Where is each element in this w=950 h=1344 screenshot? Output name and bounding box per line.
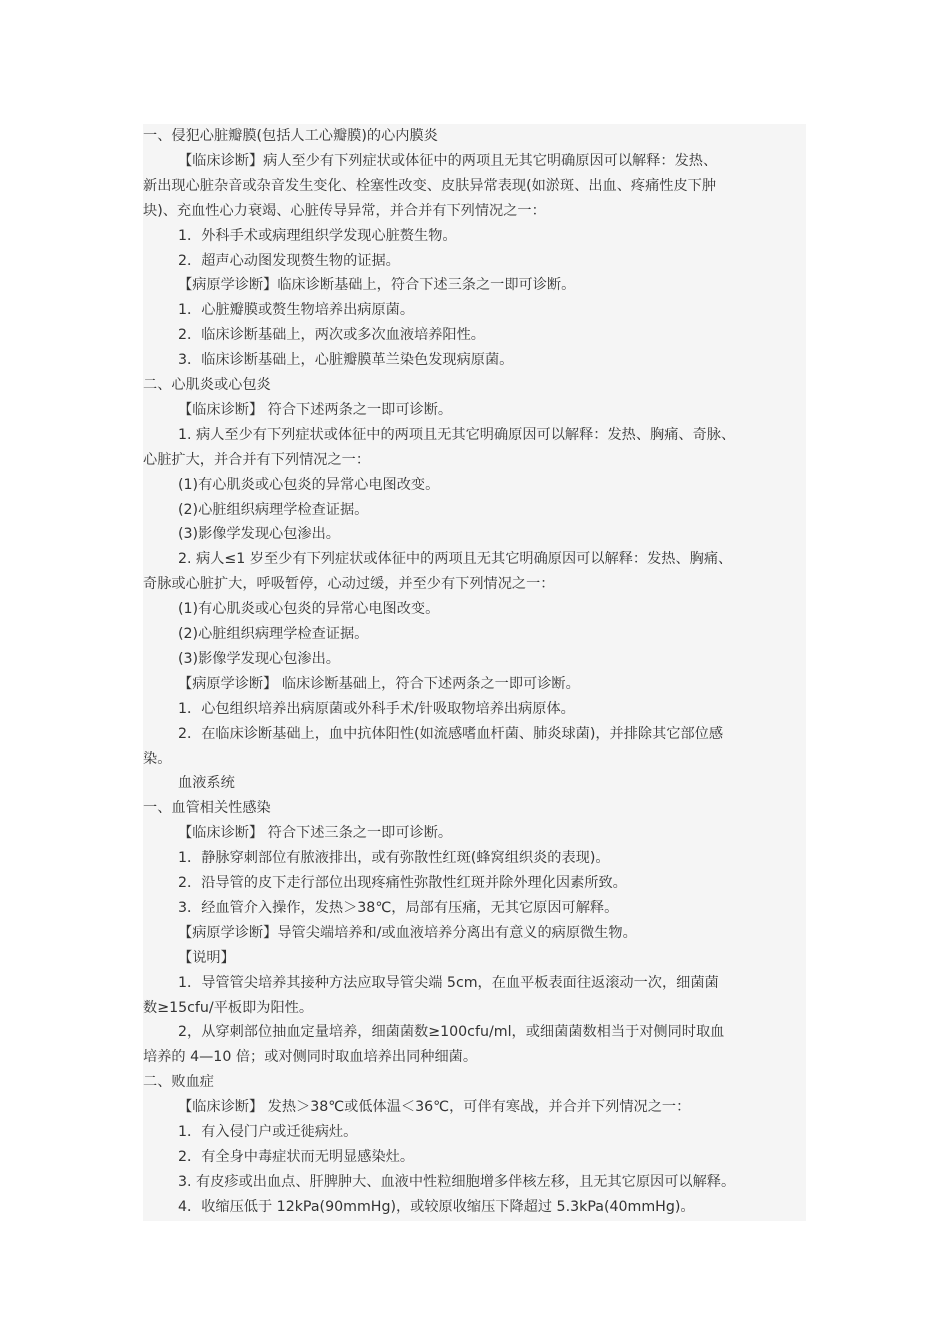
text-line: 3. 有皮疹或出血点、肝脾肿大、血液中性粒细胞增多伴核左移，且无其它原因可以解释。 (178, 1173, 736, 1190)
text-line: 二、心肌炎或心包炎 (143, 377, 271, 393)
text-line: 2．超声心动图发现赘生物的证据。 (178, 252, 400, 269)
text-line: 染。 (143, 750, 172, 767)
text-line: 1．外科手术或病理组织学发现心脏赘生物。 (178, 227, 457, 244)
text-line: (2)心脏组织病理学检查证据。 (178, 501, 369, 518)
text-line: 二、败血症 (143, 1074, 214, 1091)
text-line: 1．静脉穿刺部位有脓液排出，或有弥散性红斑(蜂窝组织炎的表现)。 (178, 850, 610, 867)
text-line: (1)有心肌炎或心包炎的异常心电图改变。 (178, 476, 440, 493)
text-line: 1．导管管尖培养其接种方法应取导管尖端 5cm，在血平板表面往返滚动一次，细菌菌 (178, 974, 719, 991)
text-line: 3．经血管介入操作，发热＞38℃，局部有压痛，无其它原因可解释。 (178, 899, 619, 916)
text-line: 1. 病人至少有下列症状或体征中的两项且无其它明确原因可以解释：发热、胸痛、奇脉、 (178, 426, 736, 443)
text-line: (2)心脏组织病理学检查证据。 (178, 626, 369, 642)
text-line: 一、血管相关性感染 (143, 800, 271, 817)
text-line: 数≥15cfu/平板即为阳性。 (143, 999, 314, 1016)
text-line: 1．心包组织培养出病原菌或外科手术/针吸取物培养出病原体。 (178, 700, 575, 717)
text-line: (1)有心肌炎或心包炎的异常心电图改变。 (178, 601, 440, 618)
text-line: 2. 病人≤1 岁至少有下列症状或体征中的两项且无其它明确原因可以解释：发热、胸痛、 (178, 551, 733, 568)
text-line: 【临床诊断】 符合下述两条之一即可诊断。 (178, 401, 453, 418)
text-line: 1．心脏瓣膜或赘生物培养出病原菌。 (178, 302, 415, 319)
text-line: 【临床诊断】 符合下述三条之一即可诊断。 (178, 825, 453, 842)
text-line: (3)影像学发现心包渗出。 (178, 650, 340, 667)
document-text-block (143, 124, 806, 1221)
text-line: 2．在临床诊断基础上，血中抗体阳性(如流感嗜血杆菌、肺炎球菌)，并排除其它部位感 (178, 725, 724, 742)
text-line: 2．沿导管的皮下走行部位出现疼痛性弥散性红斑并除外理化因素所致。 (178, 875, 627, 891)
text-line: 新出现心脏杂音或杂音发生变化、栓塞性改变、皮肤异常表现(如淤斑、出血、疼痛性皮下肿 (143, 177, 717, 194)
text-line: 心脏扩大，并合并有下列情况之一： (143, 451, 371, 468)
text-line: 血液系统 (178, 775, 235, 792)
text-line: 【临床诊断】病人至少有下列症状或体征中的两项且无其它明确原因可以解释：发热、 (178, 152, 718, 169)
text-line: 培养的 4—10 倍；或对侧同时取血培养出同种细菌。 (143, 1049, 478, 1066)
text-line: 2．有全身中毒症状而无明显感染灶。 (178, 1148, 415, 1165)
text-line: 2，从穿刺部位抽血定量培养，细菌菌数≥100cfu/ml，或细菌菌数相当于对侧同时取血 (178, 1024, 725, 1041)
text-line: 【临床诊断】 发热＞38℃或低体温＜36℃，可伴有寒战，并合并下列情况之一： (178, 1099, 691, 1116)
text-line: 【病原学诊断】 临床诊断基础上，符合下述两条之一即可诊断。 (178, 675, 580, 692)
text-line: 1．有入侵门户或迁徙病灶。 (178, 1124, 358, 1140)
text-line: 【病原学诊断】临床诊断基础上，符合下述三条之一即可诊断。 (178, 277, 576, 294)
text-line: (3)影像学发现心包渗出。 (178, 526, 340, 543)
text-line: 一、侵犯心脏瓣膜(包括人工心瓣膜)的心内膜炎 (143, 128, 438, 144)
text-line: 【说明】 (178, 949, 235, 966)
text-line: 4．收缩压低于 12kPa(90mmHg)，或较原收缩压下降超过 5.3kPa(40mmHg)。 (178, 1198, 695, 1215)
text-line: 块)、充血性心力衰竭、心脏传导异常，并合并有下列情况之一： (143, 202, 546, 219)
text-line: 2．临床诊断基础上，两次或多次血液培养阳性。 (178, 327, 485, 344)
text-line: 【病原学诊断】导管尖端培养和/或血液培养分离出有意义的病原微生物。 (178, 924, 637, 941)
text-line: 奇脉或心脏扩大，呼吸暂停，心动过缓，并至少有下列情况之一： (143, 576, 555, 593)
text-line: 3．临床诊断基础上，心脏瓣膜革兰染色发现病原菌。 (178, 352, 514, 369)
